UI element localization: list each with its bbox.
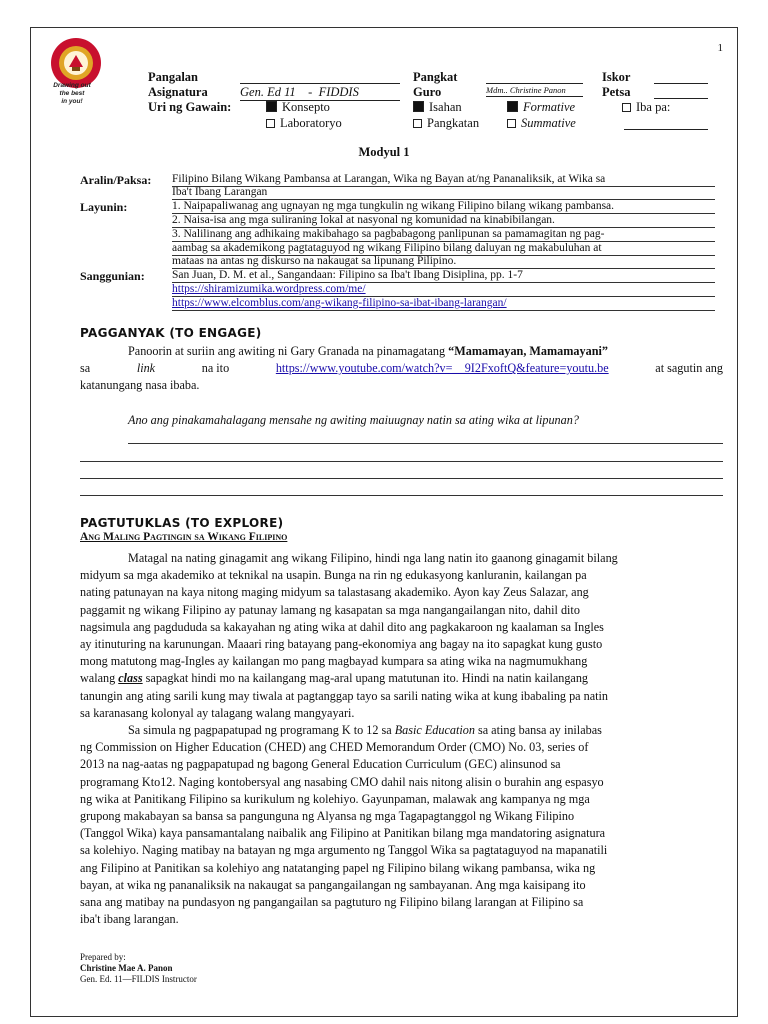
option-iba-pa[interactable]: Iba pa:	[622, 100, 670, 115]
youtube-link[interactable]: https://www.youtube.com/watch?v=__9I2FxoftQ&feature=youtu.be	[275, 361, 609, 376]
preparer-name: Christine Mae A. Panon	[80, 963, 173, 973]
pangalan-label: Pangalan	[148, 70, 199, 84]
answer-line[interactable]	[128, 443, 723, 444]
iskor-field[interactable]	[654, 83, 708, 84]
option-konsepto[interactable]: Konsepto	[266, 100, 330, 115]
answer-line[interactable]	[80, 495, 723, 496]
page-number: 1	[717, 42, 723, 54]
sanggunian-label: Sanggunian:	[80, 269, 145, 283]
sanggunian-line-1: San Juan, D. M. et al., Sangandaan: Filipino sa Iba't Ibang Disiplina, pp. 1-7	[172, 269, 715, 283]
guro-field[interactable]: Mdm.. Christine Panon	[486, 84, 583, 97]
explore-subheading: Ang Maling Pagtingin sa Wikang Filipino	[80, 531, 288, 543]
checkbox-checked-icon	[413, 101, 424, 112]
answer-line[interactable]	[80, 478, 723, 479]
checkbox-empty-icon	[622, 103, 631, 112]
aralin-line-2: Iba't Ibang Larangan	[172, 186, 715, 200]
layunin-label: Layunin:	[80, 200, 128, 214]
preparer-role: Gen. Ed. 11—FILDIS Instructor	[80, 974, 197, 984]
prepared-by-label: Prepared by:	[80, 952, 126, 962]
petsa-label: Petsa	[602, 85, 631, 99]
engage-question: Ano ang pinakamahalagang mensahe ng awiting maiuugnay natin sa ating wika at lipunan?	[128, 413, 579, 427]
iba-pa-field[interactable]	[624, 129, 708, 130]
footer	[80, 952, 197, 985]
engage-paragraph: Panoorin at suriin ang awiting ni Gary Granada na pinamagatang “Mamamayan, Mamamayani” sa link na ito https://www.youtube.com/watch?v=__9I2FxoftQ&feature=youtu.be at sagutin ang katanungang nasa ibaba.	[80, 344, 723, 393]
guro-label: Guro	[413, 85, 442, 99]
petsa-field[interactable]	[654, 98, 708, 99]
option-isahan[interactable]: Isahan	[413, 100, 462, 115]
layunin-line-1: 1. Naipapaliwanag ang ugnayan ng mga tungkulin ng wikang Filipino bilang wikang pambansa.	[172, 200, 715, 214]
uri-ng-gawain-label: Uri ng Gawain:	[148, 100, 232, 114]
answer-line[interactable]	[80, 461, 723, 462]
checkbox-empty-icon	[507, 119, 516, 128]
layunin-line-4: aambag sa akademikong pagtataguyod ng wikang Filipino bilang daluyan ng makabuluhan at	[172, 242, 715, 256]
option-pangkatan[interactable]: Pangkatan	[413, 116, 479, 131]
pangkat-label: Pangkat	[413, 70, 458, 84]
checkbox-checked-icon	[507, 101, 518, 112]
pangalan-field[interactable]	[240, 83, 400, 84]
elcomblus-link[interactable]: https://www.elcomblus.com/ang-wikang-filipino-sa-ibat-ibang-larangan/	[172, 297, 507, 309]
layunin-line-2: 2. Naisa-isa ang mga suliraning lokal at nasyonal ng komunidad na kinabibilangan.	[172, 214, 715, 228]
aralin-line-1: Filipino Bilang Wikang Pambansa at Larangan, Wika ng Bayan at/ng Pananaliksik, at Wika sa	[172, 173, 715, 187]
module-title: Modyul 1	[358, 145, 410, 159]
explore-heading: PAGTUTUKLAS (TO EXPLORE)	[80, 516, 284, 530]
checkbox-empty-icon	[413, 119, 422, 128]
sanggunian-line-3	[172, 297, 715, 311]
logo-tagline: Drawing out the best in you!	[53, 82, 91, 105]
sanggunian-line-2	[172, 283, 715, 297]
explore-paragraph-1: Matagal na nating ginagamit ang wikang Filipino, hindi nga lang natin ito gaanong ginagamit bilang midyum sa mga akademiko at teknikal na usapin. Bunga na rin ng edukasyong kanluranin, kailangan pa nating patunayan na kaya nitong maging midyum sa talastasang akademiko. Ayon kay Zeus Salazar, ang paggamit ng wikang Filipino ay patunay lamang ng kasapatan sa mga nangangailangan nito, dahil dito nagsimula ang pagdududa sa kakayahan ng ating wika at dahil dito ang pagkakaroon ng kaalaman sa Ingles ay itinuturing na karunungan. Maaari ring batayang pang-ekonomiya ang bagay na ito sapagkat kung gusto mong matutong mag-Ingles ay kailangan mo pang magbayad kumpara sa ating wika na nagmumukhang walang class sapagkat hindi mo na kailangang mag-aral upang matutunan ito. Hindi na natin kailangang tanungin ang ating sarili kung may tiwala at pagtanggap tayo sa sarili nating wika at kung ibabaling pa natin sa karanasang kolonyal ay talagang walang mangyayari.	[80, 551, 618, 720]
engage-heading: PAGGANYAK (TO ENGAGE)	[80, 326, 262, 340]
layunin-line-3: 3. Nalilinang ang adhikaing makibahago sa pagbabagong panlipunan sa pamamagitan ng pag-	[172, 228, 715, 242]
option-summative[interactable]: Summative	[507, 116, 576, 131]
shiramizumika-link[interactable]: https://shiramizumika.wordpress.com/me/	[172, 283, 366, 295]
option-laboratoryo[interactable]: Laboratoryo	[266, 116, 342, 131]
iskor-label: Iskor	[602, 70, 631, 84]
layunin-line-5: mataas na antas ng diskurso na nakaugat sa lipunang Pilipino.	[172, 255, 715, 269]
checkbox-checked-icon	[266, 101, 277, 112]
explore-paragraph-2: Sa simula ng pagpapatupad ng programang K to 12 sa Basic Education sa ating bansa ay inilabas ng Commission on Higher Education (CHED) ang CHED Memorandum Order (CMO) No. 03, series of 2013 na nag-aatas ng pagpapatupad ng bagong General Education Curriculum (GEC) alinsunod sa programang Kto12. Naging kontobersyal ang nasabing CMO dahil nais nitong alisin o burahin ang espasyo ng wika at Panitikang Filipino sa kurikulum ng kolehiyo. Gayunpaman, malawak ang kampanya ng mga grupong makabayan sa bansa sa pangunguna ng Alyansa ng mga Tagapagtanggol ng Wikang Filipino (Tanggol Wika) kaya pansamantalang naibalik ang Filipino at Panitikan bilang mga mandatoring asignatura sa kolehiyo. Naging matibay na batayan ng mga argumento ng Tanggol Wika sa pagtataguyod na mapanatili ang Filipino at Panitikan sa kolehiyo ang natatanging papel ng Filipino bilang wikang pambansa, wika ng bayan, at wika ng pananaliksik na nakaugat sa pangangailangan ng sambayanan. Ang mga kaisipang ito sana ang matibay na pundasyon ng pangangailan sa pagtuturo ng Filipino bilang larangan at Filipino sa iba't ibang larangan.	[80, 723, 608, 927]
asignatura-field[interactable]: Gen. Ed 11 - FIDDIS	[240, 85, 400, 101]
asignatura-label: Asignatura	[148, 85, 208, 99]
option-formative[interactable]: Formative	[507, 100, 575, 115]
aralin-label: Aralin/Paksa:	[80, 173, 152, 187]
checkbox-empty-icon	[266, 119, 275, 128]
